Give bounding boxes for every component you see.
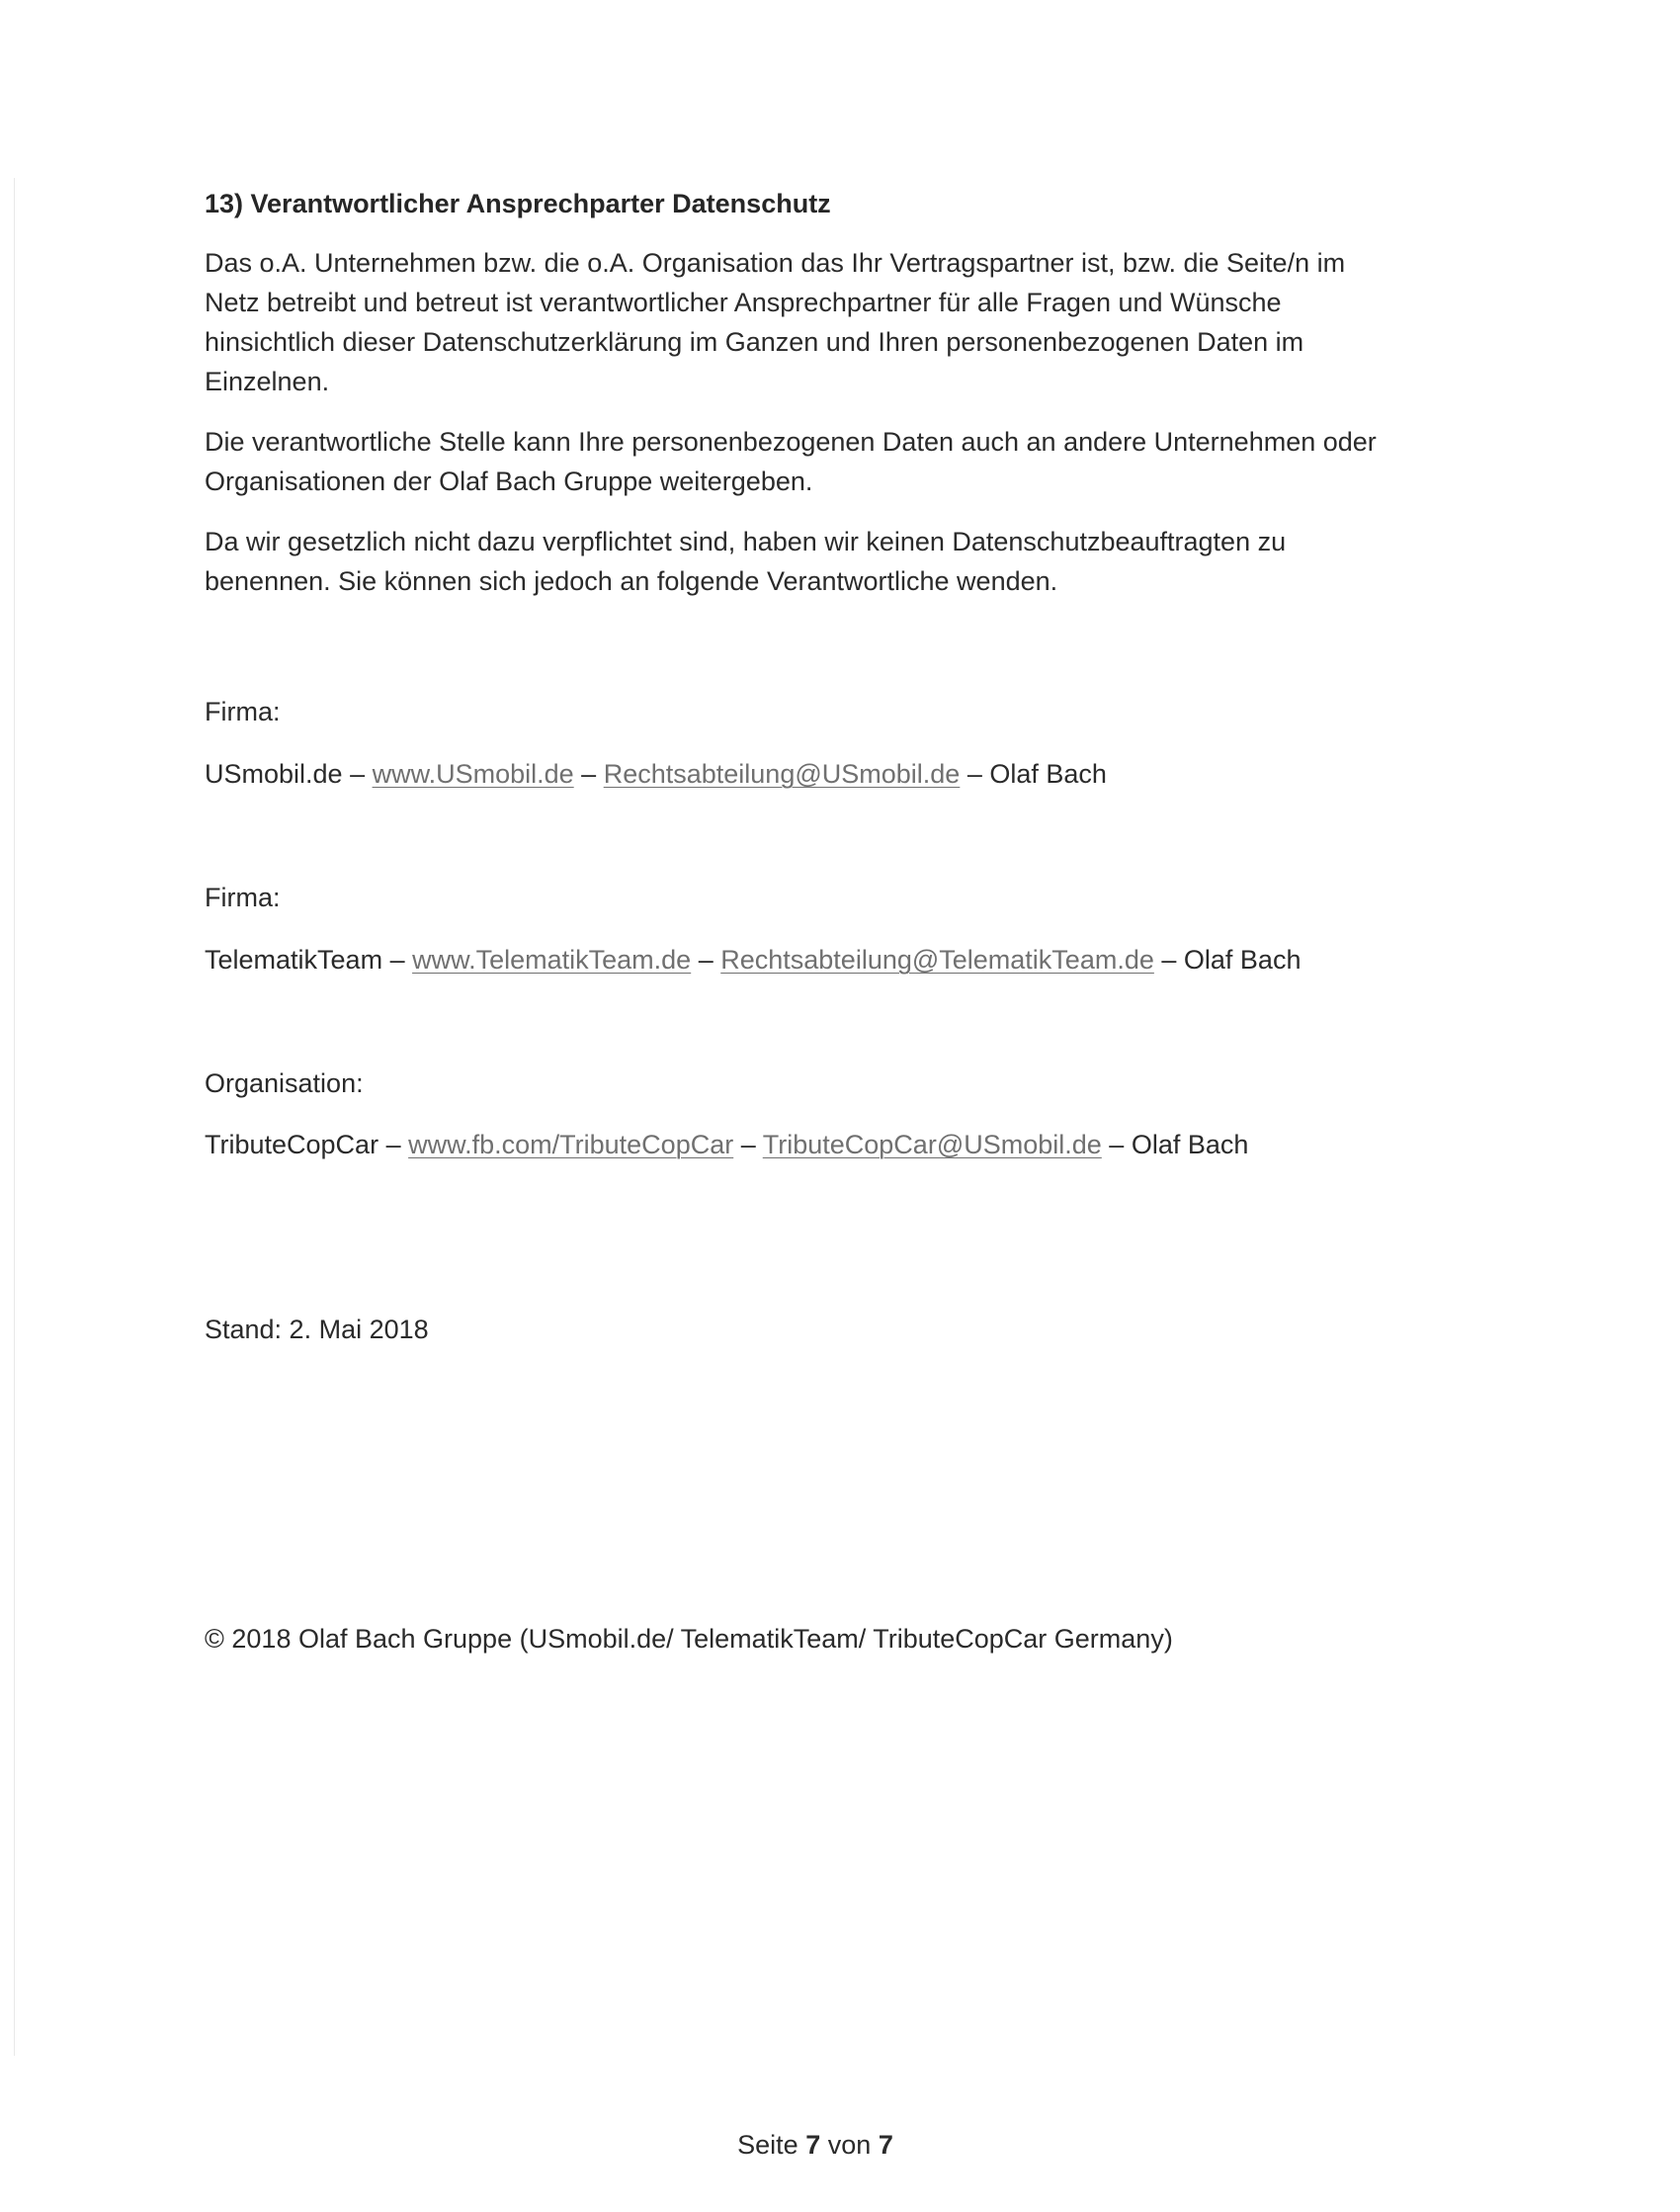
section-body	[205, 184, 1489, 622]
paragraph-line: Da wir gesetzlich nicht dazu verpflichtet sind, haben wir keinen Datenschutzbeauftragten zu	[205, 527, 1287, 556]
paragraph-line: Die verantwortliche Stelle kann Ihre personenbezogenen Daten auch an andere Unternehmen oder	[205, 427, 1377, 457]
paragraph-no-dpo	[205, 522, 1489, 601]
contact-person: Olaf Bach	[1131, 1130, 1249, 1159]
paragraph-responsible-party	[205, 243, 1489, 401]
paragraph-line: Netz betreibt und betreut ist verantwortlicher Ansprechpartner für alle Fragen und Wünsche	[205, 288, 1282, 317]
separator: –	[573, 759, 604, 789]
paragraph-line: Organisationen der Olaf Bach Gruppe weitergeben.	[205, 467, 813, 496]
separator: –	[1101, 1130, 1132, 1159]
separator: –	[1153, 945, 1184, 975]
revision-date: Stand: 2. Mai 2018	[205, 1315, 429, 1344]
contact-person: Olaf Bach	[1183, 945, 1302, 975]
website-link[interactable]: www.USmobil.de	[372, 759, 574, 789]
company-name: TelematikTeam	[205, 945, 383, 975]
separator: –	[691, 945, 721, 975]
paragraph-line: benennen. Sie können sich jedoch an folgende Verantwortliche wenden.	[205, 566, 1058, 596]
contact-label: Organisation:	[205, 1068, 364, 1098]
section-heading: 13) Verantwortlicher Ansprechparter Datenschutz	[205, 189, 831, 218]
page-prefix: Seite	[737, 2130, 798, 2160]
contact-line-usmobil	[205, 754, 1107, 794]
paragraph-line: hinsichtlich dieser Datenschutzerklärung im Ganzen und Ihren personenbezogenen Daten im	[205, 327, 1304, 357]
copyright-notice: © 2018 Olaf Bach Gruppe (USmobil.de/ TelematikTeam/ TributeCopCar Germany)	[205, 1624, 1173, 1654]
email-link[interactable]: Rechtsabteilung@USmobil.de	[603, 759, 961, 789]
contact-person: Olaf Bach	[989, 759, 1107, 789]
separator: –	[378, 1130, 409, 1159]
page-current: 7	[805, 2130, 821, 2160]
separator: –	[960, 759, 990, 789]
page-total: 7	[878, 2130, 893, 2160]
website-link[interactable]: www.TelematikTeam.de	[412, 945, 692, 975]
paragraph-line: Das o.A. Unternehmen bzw. die o.A. Organisation das Ihr Vertragspartner ist, bzw. die Seite/n im	[205, 248, 1346, 278]
company-name: USmobil.de	[205, 759, 343, 789]
paragraph-line: Einzelnen.	[205, 367, 330, 396]
paragraph-data-sharing	[205, 422, 1489, 501]
contact-label: Firma:	[205, 697, 281, 726]
page-middle: von	[827, 2130, 872, 2160]
page-number	[0, 2125, 1631, 2165]
separator: –	[733, 1130, 763, 1159]
contact-label: Firma:	[205, 883, 281, 912]
separator: –	[342, 759, 373, 789]
organisation-name: TributeCopCar	[205, 1130, 379, 1159]
separator: –	[382, 945, 413, 975]
email-link[interactable]: Rechtsabteilung@TelematikTeam.de	[720, 945, 1154, 975]
contact-line-telematikteam	[205, 940, 1301, 979]
contact-line-tributecopcar	[205, 1125, 1248, 1164]
scan-edge-line	[14, 178, 15, 2056]
website-link[interactable]: www.fb.com/TributeCopCar	[408, 1130, 734, 1159]
email-link[interactable]: TributeCopCar@USmobil.de	[762, 1130, 1102, 1159]
